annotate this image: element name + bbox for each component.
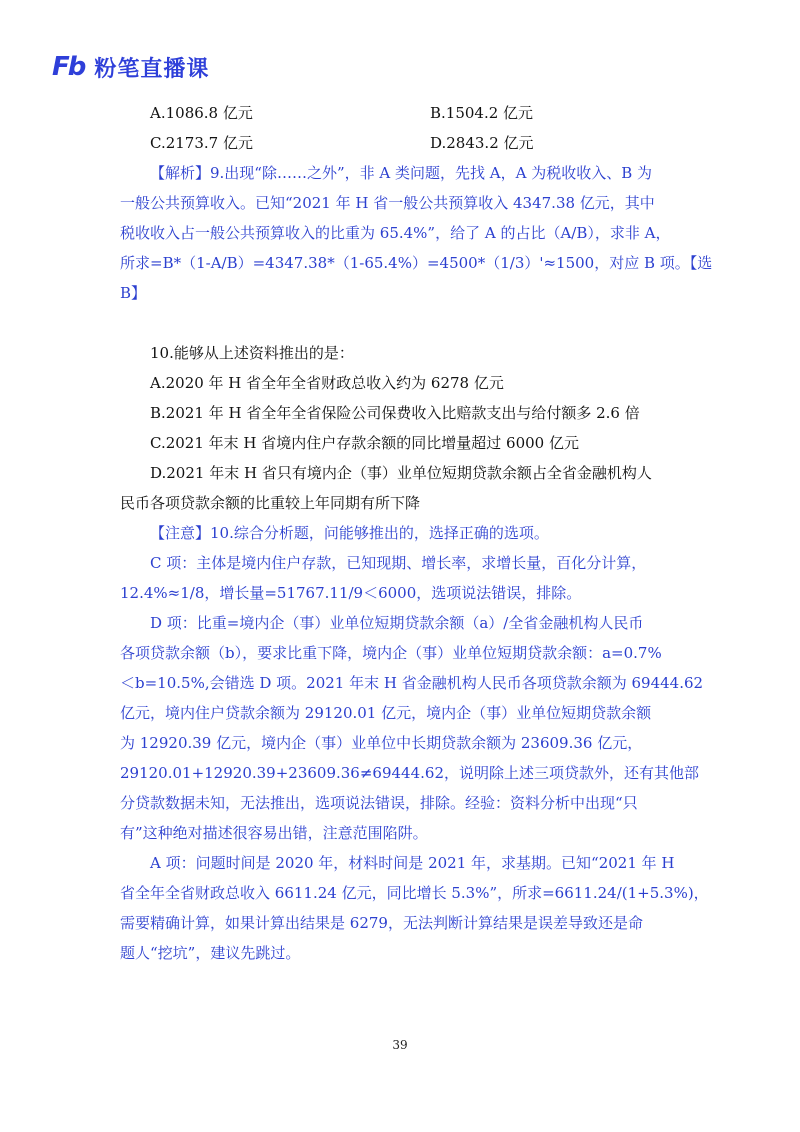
q10-option-b: B.2021 年 H 省全年全省保险公司保费收入比赔款支出与给付额多 2.6 倍: [150, 404, 640, 422]
spacer: [120, 308, 682, 338]
d-analysis-line: 分贷款数据未知，无法推出，选项说法错误，排除。经验：资料分析中出现“只: [120, 794, 638, 812]
d-analysis-line: 有”这种绝对描述很容易出错，注意范围陷阱。: [120, 824, 428, 842]
d-analysis-line: 亿元，境内住户贷款余额为 29120.01 亿元，境内企（事）业单位短期贷款余额: [120, 704, 652, 722]
d-analysis-line: ＜b=10.5%,会错选 D 项。2021 年末 H 省金融机构人民币各项贷款余额为 69444.62: [120, 674, 704, 692]
q9-option-d: D.2843.2 亿元: [430, 134, 534, 152]
q10-stem: 10.能够从上述资料推出的是：: [150, 344, 354, 362]
q9-analysis-line: 税收收入占一般公共预算收入的比重为 65.4%”，给了 A 的占比（A/B），求非 A，: [120, 224, 671, 242]
page-content: [120, 98, 713, 968]
page-number: 39: [392, 1038, 408, 1052]
a-analysis-line: 题人“挖坑”，建议先跳过。: [120, 944, 301, 962]
d-analysis-line: 为 12920.39 亿元，境内企（事）业单位中长期贷款余额为 23609.36 亿元，: [120, 734, 643, 752]
q10-note: 【注意】10.综合分析题，问能够推出的，选择正确的选项。: [150, 524, 549, 542]
q9-analysis-line: 所求=B*（1-A/B）=4347.38*（1-65.4%）=4500*（1/3）'≈1500，对应 B 项。【选: [120, 254, 713, 272]
c-analysis-line: 12.4%≈1/8，增长量=51767.11/9＜6000，选项说法错误，排除。: [120, 584, 582, 602]
c-analysis-line: C 项：主体是境内住户存款，已知现期、增长率，求增长量，百化分计算，: [150, 554, 647, 572]
q10-option-d-cont: 民币各项贷款余额的比重较上年同期有所下降: [120, 494, 421, 512]
q9-option-b: B.1504.2 亿元: [430, 104, 534, 122]
q9-option-c: C.2173.7 亿元: [150, 134, 253, 152]
q9-analysis-line: 【解析】9.出现“除……之外”，非 A 类问题，先找 A，A 为税收收入、B 为: [150, 164, 653, 182]
q9-options-row-1: [120, 98, 682, 128]
a-analysis-line: A 项：问题时间是 2020 年，材料时间是 2021 年，求基期。已知“2021 年 H: [150, 854, 675, 872]
fb-logo-icon: Fb: [52, 52, 85, 82]
d-analysis-line: 各项贷款余额（b），要求比重下降，境内企（事）业单位短期贷款余额：a=0.7%: [120, 644, 662, 662]
a-analysis-line: 需要精确计算，如果计算出结果是 6279，无法判断计算结果是误差导致还是命: [120, 914, 643, 932]
brand-name: 粉笔直播课: [94, 56, 210, 82]
a-analysis-line: 省全年全省财政总收入 6611.24 亿元，同比增长 5.3%”，所求=6611.24/(1+5.3%)，: [120, 884, 709, 902]
brand-logo: [52, 52, 209, 82]
q9-analysis-line: 一般公共预算收入。已知“2021 年 H 省一般公共预算收入 4347.38 亿元，其中: [120, 194, 655, 212]
q9-options-row-2: [120, 128, 682, 158]
q9-analysis-line: B】: [120, 284, 147, 302]
d-analysis-line: 29120.01+12920.39+23609.36≠69444.62，说明除上述三项贷款外，还有其他部: [120, 764, 699, 782]
q10-option-d: D.2021 年末 H 省只有境内企（事）业单位短期贷款余额占全省金融机构人: [150, 464, 652, 482]
q9-option-a: A.1086.8 亿元: [150, 104, 253, 122]
d-analysis-line: D 项：比重=境内企（事）业单位短期贷款余额（a）/全省金融机构人民币: [150, 614, 644, 632]
q10-option-c: C.2021 年末 H 省境内住户存款余额的同比增量超过 6000 亿元: [150, 434, 579, 452]
q10-option-a: A.2020 年 H 省全年全省财政总收入约为 6278 亿元: [150, 374, 504, 392]
